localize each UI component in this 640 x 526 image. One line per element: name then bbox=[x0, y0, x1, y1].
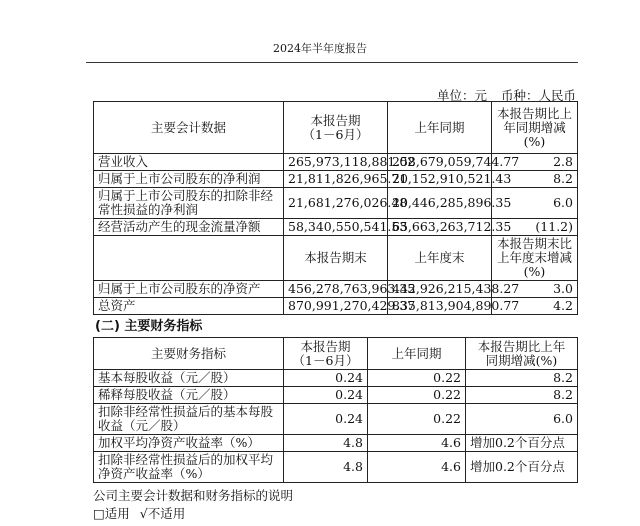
value-cell: 20,152,910,521.43 bbox=[388, 171, 492, 188]
applicability-options bbox=[93, 504, 191, 522]
value-cell: 20,446,285,896.35 bbox=[388, 188, 492, 219]
header-cell: 上年度末 bbox=[388, 236, 492, 281]
row-label: 总资产 bbox=[94, 298, 284, 315]
value-cell: 增加0.2个百分点 bbox=[466, 435, 578, 452]
value-cell: 265,973,118,881.02 bbox=[284, 154, 388, 171]
value-cell: 2.8 bbox=[492, 154, 578, 171]
row-label: 经营活动产生的现金流量净额 bbox=[94, 219, 284, 236]
value-cell: 4.8 bbox=[284, 452, 368, 483]
value-cell: 0.24 bbox=[284, 404, 368, 435]
value-cell: 0.22 bbox=[368, 370, 466, 387]
row-label: 基本每股收益（元／股） bbox=[94, 370, 284, 387]
table-header-row bbox=[94, 338, 578, 370]
value-cell: 258,679,059,744.77 bbox=[388, 154, 492, 171]
value-cell: (11.2) bbox=[492, 219, 578, 236]
table-row bbox=[94, 452, 578, 483]
header-cell: 本报告期 （1－6月） bbox=[284, 102, 388, 154]
financial-indicators-table bbox=[93, 337, 578, 483]
value-cell: 0.24 bbox=[284, 370, 368, 387]
header-cell: 上年同期 bbox=[388, 102, 492, 154]
currency-label: 币种：人民币 bbox=[500, 88, 576, 103]
value-cell: 6.0 bbox=[466, 404, 578, 435]
table-row bbox=[94, 154, 578, 171]
value-cell: 8.2 bbox=[466, 387, 578, 404]
row-label: 扣除非经常性损益后的加权平均净资产收益率（%） bbox=[94, 452, 284, 483]
header-divider bbox=[86, 62, 578, 63]
table-row bbox=[94, 298, 578, 315]
value-cell: 8.2 bbox=[466, 370, 578, 387]
value-cell: 65,663,263,712.35 bbox=[388, 219, 492, 236]
table-row bbox=[94, 404, 578, 435]
row-label: 加权平均净资产收益率（%） bbox=[94, 435, 284, 452]
table-row bbox=[94, 435, 578, 452]
header-cell: 本报告期末比 上年度末增减 (%) bbox=[492, 236, 578, 281]
table-subheader-row bbox=[94, 236, 578, 281]
row-label: 扣除非经常性损益后的基本每股收益（元／股） bbox=[94, 404, 284, 435]
value-cell: 4.2 bbox=[492, 298, 578, 315]
section-title: (二) 主要财务指标 bbox=[95, 319, 203, 334]
value-cell: 4.6 bbox=[368, 435, 466, 452]
header-cell: 本报告期比上年 同期增减(%) bbox=[466, 338, 578, 370]
table-row bbox=[94, 370, 578, 387]
value-cell: 3.0 bbox=[492, 281, 578, 298]
row-label: 归属于上市公司股东的净利润 bbox=[94, 171, 284, 188]
accounting-data-table bbox=[93, 101, 578, 315]
header-cell: 主要会计数据 bbox=[94, 102, 284, 154]
page-header: 2024年半年度报告 bbox=[273, 42, 367, 55]
header-cell: 上年同期 bbox=[368, 338, 466, 370]
table-row bbox=[94, 171, 578, 188]
row-label: 归属于上市公司股东的净资产 bbox=[94, 281, 284, 298]
value-cell: 4.6 bbox=[368, 452, 466, 483]
value-cell: 8.2 bbox=[492, 171, 578, 188]
option-applicable: □适用 bbox=[93, 506, 130, 521]
header-cell: 本报告期比上 年同期增减 (%) bbox=[492, 102, 578, 154]
value-cell: 456,278,763,963.35 bbox=[284, 281, 388, 298]
value-cell: 21,811,826,965.71 bbox=[284, 171, 388, 188]
row-label: 归属于上市公司股东的扣除非经常性损益的净利润 bbox=[94, 188, 284, 219]
value-cell: 0.24 bbox=[284, 387, 368, 404]
header-cell bbox=[94, 236, 284, 281]
row-label: 营业收入 bbox=[94, 154, 284, 171]
header-cell: 主要财务指标 bbox=[94, 338, 284, 370]
value-cell: 6.0 bbox=[492, 188, 578, 219]
value-cell: 835,813,904,890.77 bbox=[388, 298, 492, 315]
table-row bbox=[94, 188, 578, 219]
value-cell: 0.22 bbox=[368, 404, 466, 435]
unit-label: 单位：元 bbox=[436, 88, 487, 103]
value-cell: 870,991,270,429.37 bbox=[284, 298, 388, 315]
header-cell: 本报告期 （1－6月） bbox=[284, 338, 368, 370]
value-cell: 21,681,276,026.48 bbox=[284, 188, 388, 219]
option-not-applicable: √不适用 bbox=[139, 506, 186, 521]
value-cell: 增加0.2个百分点 bbox=[466, 452, 578, 483]
note-text: 公司主要会计数据和财务指标的说明 bbox=[93, 488, 294, 503]
value-cell: 58,340,550,541.53 bbox=[284, 219, 388, 236]
header-cell: 本报告期末 bbox=[284, 236, 388, 281]
table-row bbox=[94, 281, 578, 298]
value-cell: 4.8 bbox=[284, 435, 368, 452]
table-row bbox=[94, 219, 578, 236]
table-row bbox=[94, 387, 578, 404]
table-header-row bbox=[94, 102, 578, 154]
value-cell: 0.22 bbox=[368, 387, 466, 404]
value-cell: 442,926,215,438.27 bbox=[388, 281, 492, 298]
row-label: 稀释每股收益（元／股） bbox=[94, 387, 284, 404]
